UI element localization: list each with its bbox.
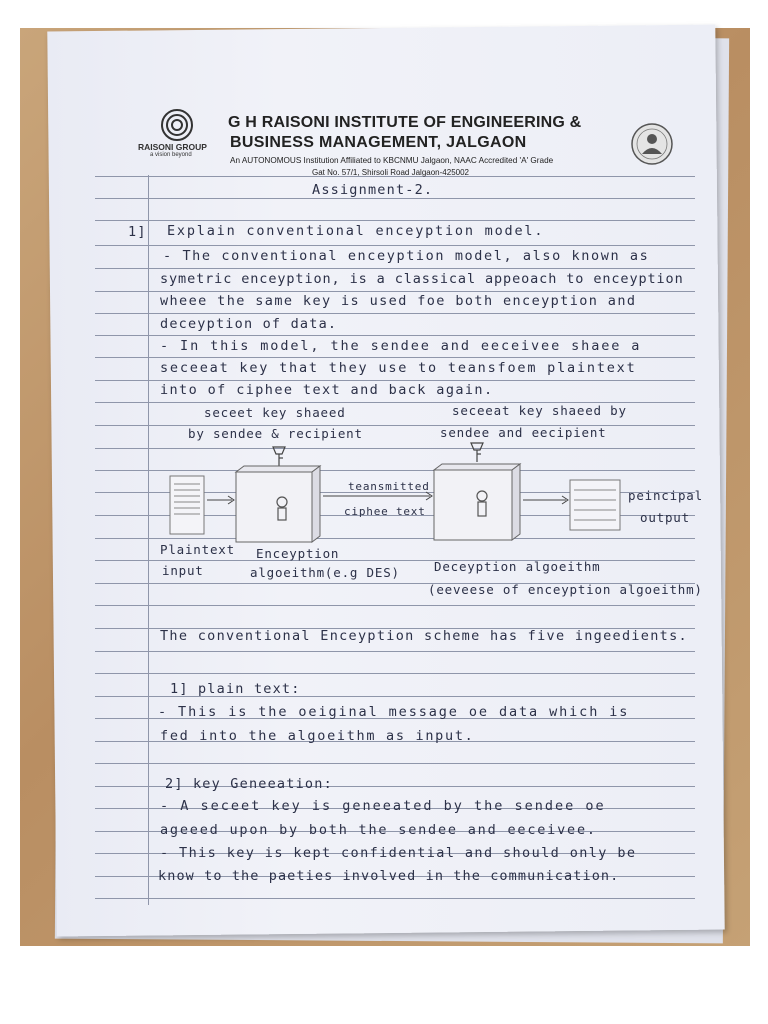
arrow-right-icon	[206, 494, 236, 506]
founder-seal-icon	[630, 122, 674, 166]
logo-tagline: a vision beyond	[150, 152, 192, 158]
raisoni-logo-icon	[160, 108, 194, 142]
question-number: 1]	[128, 224, 147, 240]
logo-name: RAISONI GROUP	[138, 142, 207, 152]
institute-name-line2: BUSINESS MANAGEMENT, JALGAON	[230, 134, 527, 151]
key-left-label: seceet key shaeed	[204, 405, 346, 420]
output-label: peincipal	[628, 488, 703, 503]
section-line: fed into the algoeithm as input.	[160, 728, 475, 744]
institute-name-line1: G H RAISONI INSTITUTE OF ENGINEERING &	[228, 114, 582, 131]
affiliation-text: An AUTONOMOUS Institution Affiliated to KBCNMU Jalgaon, NAAC Accredited 'A' Grade	[230, 156, 554, 165]
answer-line: seceeat key that they use to teansfoem plaintext	[160, 360, 637, 376]
plaintext-label: Plaintext	[160, 542, 235, 557]
summary-line: The conventional Enceyption scheme has five ingeedients.	[160, 628, 688, 644]
assignment-title: Assignment-2.	[312, 182, 434, 198]
key-right-label: sendee and eecipient	[440, 425, 607, 440]
encryption-label: Enceyption	[256, 546, 340, 561]
plaintext-label: input	[162, 563, 204, 578]
section-heading: 2] key Geneeation:	[165, 776, 333, 792]
output-document-icon	[568, 478, 624, 534]
answer-line: into of ciphee text and back again.	[160, 382, 494, 398]
section-line: - This is the oeiginal message oe data which is	[158, 704, 630, 720]
key-left-label: by sendee & recipient	[188, 426, 363, 441]
section-line: - This key is kept confidential and should only be	[160, 845, 637, 861]
encryption-label: algoeithm(e.g DES)	[250, 565, 400, 580]
section-line: - A seceet key is geneeated by the sendee oe	[160, 798, 606, 814]
decryption-label: Deceyption algoeithm	[434, 559, 601, 574]
section-line: ageeed upon by both the sendee and eeceivee.	[160, 822, 597, 838]
decryption-box-icon	[430, 460, 524, 544]
answer-line: deceyption of data.	[160, 316, 338, 332]
encryption-box-icon	[232, 462, 324, 546]
answer-line: symetric enceyption, is a classical appeoach to enceyption	[160, 271, 684, 287]
answer-line: - The conventional enceyption model, also known as	[163, 248, 650, 264]
answer-line: wheee the same key is used foe both enceyption and	[160, 293, 637, 309]
transmitted-label: ciphee text	[344, 505, 426, 518]
section-heading: 1] plain text:	[170, 681, 301, 697]
output-label: output	[640, 510, 690, 525]
question-text: Explain conventional enceyption model.	[167, 223, 545, 239]
plaintext-document-icon	[168, 474, 208, 538]
answer-line: - In this model, the sendee and eeceivee shaee a	[160, 338, 642, 354]
decryption-label: (eeveese of enceyption algoeithm)	[428, 582, 703, 597]
transmitted-label: teansmitted	[348, 480, 430, 493]
section-line: know to the paeties involved in the communication.	[158, 868, 620, 884]
address-text: Gat No. 57/1, Shirsoli Road Jalgaon-425002	[312, 168, 469, 177]
key-right-label: seceeat key shaeed by	[452, 403, 627, 418]
arrow-right-icon	[522, 494, 570, 506]
